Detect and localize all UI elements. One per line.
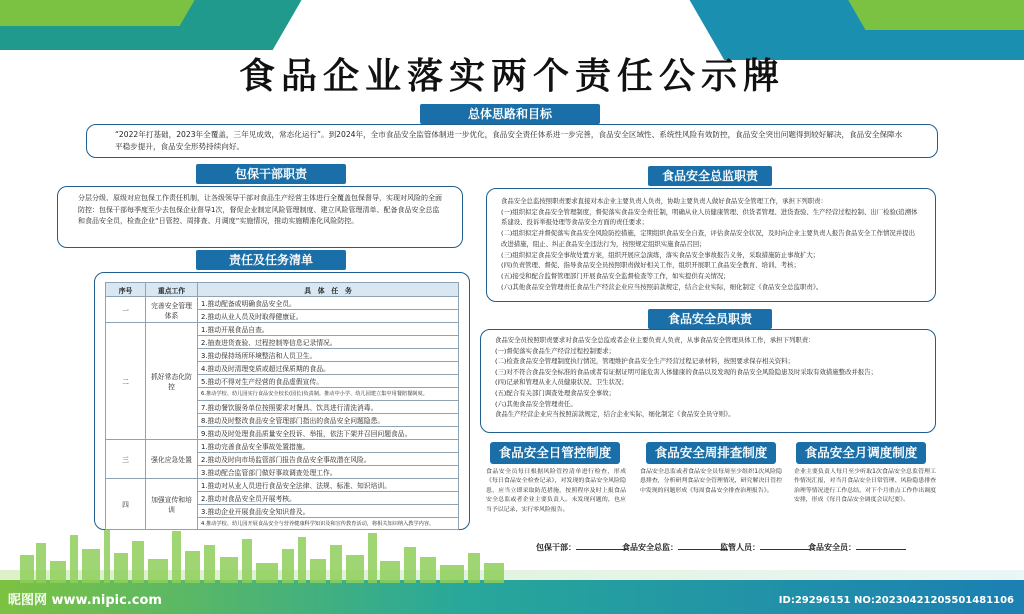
task-item: 3.推动企业开展食品安全知识普及。 [198,504,459,517]
task-table [105,282,459,530]
sig-supervisor [720,542,810,553]
overall-box [86,124,938,158]
tasks-box [94,272,470,530]
sig-officer [808,542,906,553]
sig-supervisor-line[interactable] [760,542,810,550]
task-item: 1.推动对从业人员进行食品安全法律、法规、标准、知识培训。 [198,478,459,491]
director-label: 食品安全总监职责 [648,166,772,186]
tasks-label: 责任及任务清单 [196,250,346,270]
sig-cadre-label: 包保干部： [536,543,576,552]
page-title: 食品企业落实两个责任公示牌 [238,55,785,97]
task-item: 3.推动配合监管部门做好事故调查处理工作。 [198,465,459,478]
sig-officer-label: 食品安全员： [808,543,856,552]
director-box [486,188,936,302]
cadre-label: 包保干部职责 [196,164,346,184]
task-group-no: 二 [106,323,146,440]
cadre-text: 分层分级、原级对应包保工作责任机制，让各级领导干部对食品生产经营主体进行全覆盖包保督导，实现对风险的全面防控：包保干部每季度至少去包保企业督导1次，督促企业制定风险管理制度、建立风险管理清单、配备食品安全总监和食品安全员，检查企业“日管控、周排查、月调度”实施情况，推动实施精准化风险防控。 [78,194,442,225]
task-item: 1.推动开展食品自查。 [198,323,459,336]
col-focus: 重点工作 [146,283,198,297]
task-group-no: 一 [106,297,146,323]
task-item: 7.推动餐饮服务单位按照要求对餐具、饮具进行清洗消毒。 [198,400,459,413]
decor-top-left-green [0,0,200,26]
officer-label: 食品安全员职责 [648,309,772,329]
cadre-box [57,186,463,248]
task-item: 6.推动学校、幼儿园实行食品安全校长(园长)负责制。推动中小学、幼儿园建立集中用餐陪餐制度。 [198,388,459,401]
weekly-label: 食品安全周排查制度 [646,442,776,464]
task-item: 4.推动及时清理变质或超过保质期的食品。 [198,362,459,375]
task-item: 1.推动配备或明确食品安全员。 [198,297,459,310]
overall-label: 总体思路和目标 [420,104,600,124]
task-item: 8.推动及时整改食品安全管理部门指出的食品安全问题隐患。 [198,413,459,426]
task-group-no: 三 [106,439,146,478]
task-item: 2.推动及时向市场监管部门报告食品安全事故潜在风险。 [198,452,459,465]
sig-director-label: 食品安全总监： [622,543,678,552]
watermark-right: ID:29296151 NO:20230421205501481106 [778,595,1014,606]
col-tasks: 具 体 任 务 [198,283,459,297]
monthly-text: 企业主要负责人每月至少听取1次食品安全总监管理工作情况汇报，对当月食品安全日常管理、风险隐患排查治理等情况进行工作总结，对下个月重点工作作出调度安排，形成《每月食品安全调度会议纪要》。 [794,469,936,504]
sig-cadre-line[interactable] [576,542,626,550]
director-text: 食品安全总监按照职责要求直接对本企业主要负责人负责，协助主要负责人做好食品安全管理工作，承担下列职责： (一)组织拟定食品安全管理制度，督促落实食品安全责任制，明确从业人员健康管理、供货者管理、进货查验、生产经营过程控制、出厂检验(追溯体系建设、投诉举报处理等食品安全方面的责任要求； (二)组织拟定并督促落实食品安全风险防控措施，定期组织食品安全自查，评估食品安全状况，及时向企业主要负责人报告食品安全工作情况并提出改进措施，阻止、纠正食品安全违法行为，按照规定组织实施食品召回； (三)组织拟定食品安全事故处置方案，组织开展应急演练，落实食品安全事故报告义务，采取措施防止事故扩大； (四)负责管理、督促、指导食品安全员按照职责做好相关工作，组织开展职工食品安全教育、培训、考核； (五)接受和配合监督管理部门开展食品安全监督检查等工作，如实提供有关情况； (六)其他食品安全管理责任食品生产经营企业应当按照前款规定，结合企业实际，细化制定《食品安全总监职责》。 [501,197,918,291]
monthly-label: 食品安全月调度制度 [796,442,926,464]
task-group-name: 完善安全管理体系 [146,297,198,323]
task-group-name: 强化应急处置 [146,439,198,478]
task-item: 4.推动学校、幼儿园开展食品安全与营养健康科学知识及和宣传教育活动，将相关知识纳入教学内容。 [198,517,459,530]
task-item: 3.推动保持场所环境整洁和人员卫生。 [198,349,459,362]
task-item: 2.推动从业人员及时取得健康证。 [198,310,459,323]
task-group-name: 抓好常态化防控 [146,323,198,440]
task-table-header [106,283,459,297]
watermark-left: 昵图网 www.nipic.com [8,593,162,608]
table-row [106,439,459,452]
task-item: 2.抽查进货查验、过程控制等信息记录情况。 [198,336,459,349]
table-row [106,297,459,310]
task-group-name: 加强宣传和培训 [146,478,198,530]
task-table-body [106,297,459,530]
overall-text: “2022年打基础，2023年全覆盖，三年见成效，常态化运行”。到2024年，全市食品安全监管体制进一步优化，食品安全责任体系进一步完善，食品安全区域性、系统性风险有效防控，食品安全突出问题得到较好解决，食品安全保障水平稳步提升，食品安全形势持续向好。 [115,130,903,151]
col-no: 序号 [106,283,146,297]
daily-text: 食品安全员每日根据风险管控清单进行检查，形成《每日食品安全检查记录》，对发现的食品安全风险隐患，应当立即采取防范措施，按照程序及时上报食品安全总监或者企业主要负责人。未发现问题的，也应当予以记录，实行零风险报告。 [486,469,626,513]
decor-top-right-green [842,0,1024,30]
officer-text: 食品安全员按照职责要求对食品安全总监或者企业主要负责人负责，从事食品安全管理具体工作，承担下列职责： (一)督促落实食品生产经营过程控制要求； (二)检查食品安全管理制度执行情况，管理维护食品安全生产经营过程记录材料，按照要求保存相关资料； (三)对不符合食品安全标准的食品或者有证据证明可能危害人体健康的食品以及发现的食品安全风险隐患及时采取有效措施整改并报告； (四)记录和管理从业人员健康状况、卫生状况； (五)配合有关部门调查处理食品安全事故； (六)其他食品安全管理责任。 食品生产经营企业应当按照前款规定，结合企业实际，细化制定《食品安全员守则》。 [495,336,878,419]
sig-director [622,542,728,553]
task-item: 5.推动不得对生产经营的食品虚假宣传。 [198,375,459,388]
sig-officer-line[interactable] [856,542,906,550]
daily-label: 食品安全日管控制度 [490,442,620,464]
task-item: 9.推动及时处理食品质量安全投诉、举报，依法下架并召回问题食品。 [198,426,459,439]
table-row [106,323,459,336]
task-item: 2.推动对食品安全员开展考核。 [198,491,459,504]
sig-supervisor-label: 监管人员： [720,543,760,552]
task-item: 1.推动完善食品安全事故处置措施。 [198,439,459,452]
weekly-text: 食品安全总监或者食品安全员每周至少组织1次风险隐患排查，分析研判食品安全管理情况，研究解决日管控中发现的问题形成《每周食品安全排查治理报告》。 [640,469,782,494]
sig-cadre [536,542,626,553]
table-row [106,478,459,491]
task-group-no: 四 [106,478,146,530]
officer-box [480,329,936,433]
